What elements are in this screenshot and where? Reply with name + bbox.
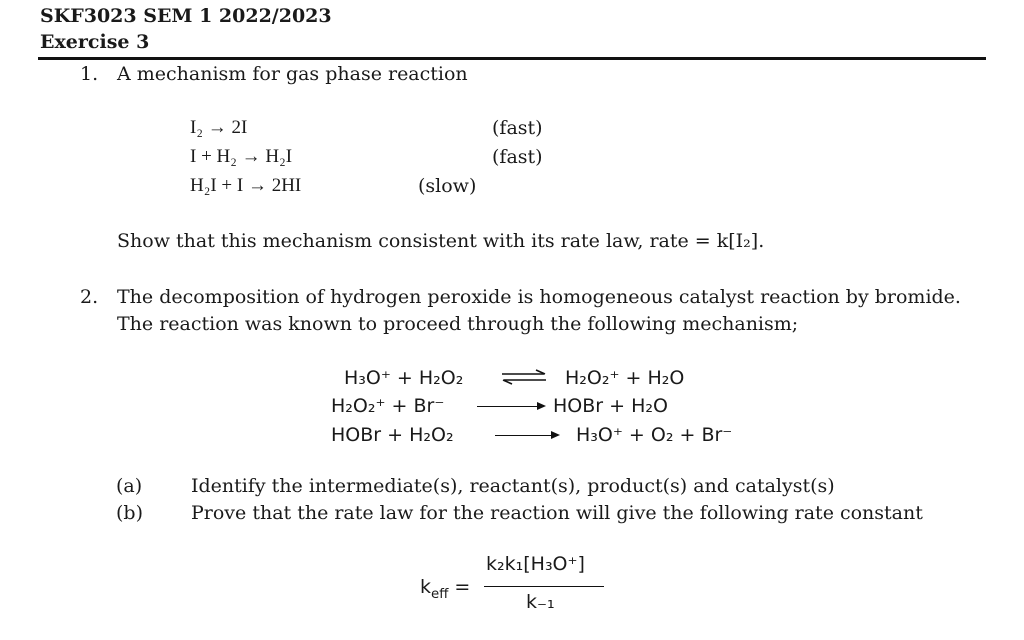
q2-number: 2. xyxy=(80,286,99,308)
q1-task: Show that this mechanism consistent with its rate law, rate = k[I₂]. xyxy=(117,230,765,252)
q2-mech-1-left: H₃O⁺ + H₂O₂ xyxy=(344,367,464,389)
header-divider xyxy=(38,57,986,60)
fraction-bar xyxy=(484,586,604,587)
formula-lhs: $k_{eff}$ = xyxy=(420,576,471,602)
q1-step-2: I + H₂ → H₂I xyxy=(190,146,293,167)
q1-step-1-speed: (fast) xyxy=(492,117,543,139)
q2-line-2: The reaction was known to proceed through the following mechanism; xyxy=(117,313,799,335)
q2-line-1: The decomposition of hydrogen peroxide is homogeneous catalyst reaction by bromide. xyxy=(117,286,961,308)
formula-denominator: k₋₁ xyxy=(526,591,555,613)
q2-part-a-label: (a) xyxy=(116,475,143,497)
q2-part-a-text: Identify the intermediate(s), reactant(s), product(s) and catalyst(s) xyxy=(191,475,835,497)
q2-mech-2-right: HOBr + H₂O xyxy=(553,395,668,417)
q2-mech-3-left: HOBr + H₂O₂ xyxy=(331,424,454,446)
q2-mech-3-right: H₃O⁺ + O₂ + Br⁻ xyxy=(576,424,733,446)
q1-step-3-speed: (slow) xyxy=(418,175,477,197)
q1-step-3: H₂I + I → 2HI xyxy=(190,175,302,196)
q1-number: 1. xyxy=(80,63,99,85)
q2-part-b-label: (b) xyxy=(116,502,143,524)
q1-step-1: I₂ → 2I xyxy=(190,117,248,138)
course-title: SKF3023 SEM 1 2022/2023 xyxy=(40,5,332,27)
q1-step-2-speed: (fast) xyxy=(492,146,543,168)
exercise-title: Exercise 3 xyxy=(40,31,150,53)
q2-mech-1-right: H₂O₂⁺ + H₂O xyxy=(565,367,685,389)
formula-numerator: k₂k₁[H₃O⁺] xyxy=(486,553,585,575)
q2-part-b-text: Prove that the rate law for the reaction will give the following rate constant xyxy=(191,502,923,524)
q2-mech-2-left: H₂O₂⁺ + Br⁻ xyxy=(331,395,445,417)
q1-prompt: A mechanism for gas phase reaction xyxy=(117,63,468,85)
